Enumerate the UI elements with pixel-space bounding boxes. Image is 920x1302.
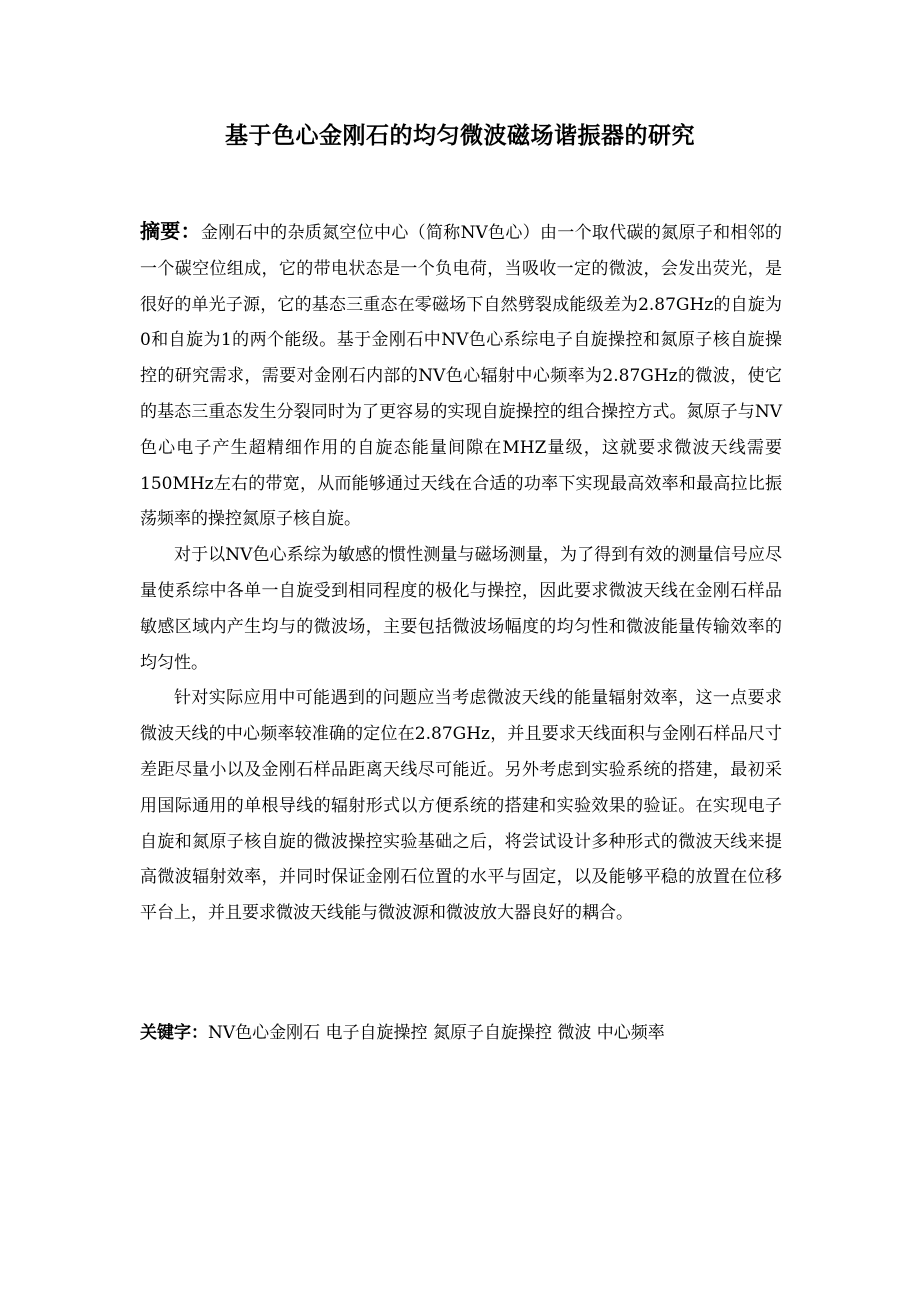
abstract-paragraph-3: 针对实际应用中可能遇到的问题应当考虑微波天线的能量辐射效率，这一点要求微波天线的中心频率较准确的定位在2.87GHz，并且要求天线面积与金刚石样品尺寸差距尽量小以及金刚石样品距离天线尽可能近。另外考虑到实验系统的搭建，最初采用国际通用的单根导线的辐射形式以方便系统的搭建和实验效果的验证。在实现电子自旋和氮原子核自旋的微波操控实验基础之后，将尝试设计多种形式的微波天线来提高微波辐射效率，并同时保证金刚石位置的水平与固定，以及能够平稳的放置在位移平台上，并且要求微波天线能与微波源和微波放大器良好的耦合。: [140, 688, 782, 924]
keywords-label: 关键字：: [140, 1023, 208, 1043]
keywords-section: [140, 1018, 782, 1048]
abstract-paragraph-1-text: 金刚石中的杂质氮空位中心（简称NV色心）由一个取代碳的氮原子和相邻的一个碳空位组成，它的带电状态是一个负电荷，当吸收一定的微波，会发出荧光，是很好的单光子源，它的基态三重态在零磁场下自然劈裂成能级差为2.87GHz的自旋为0和自旋为1的两个能级。基于金刚石中NV色心系综电子自旋操控和氮原子核自旋操控的研究需求，需要对金刚石内部的NV色心辐射中心频率为2.87GHz的微波，使它的基态三重态发生分裂同时为了更容易的实现自旋操控的组合操控方式。氮原子与NV色心电子产生超精细作用的自旋态能量间隙在MHZ量级，这就要求微波天线需要150MHz左右的带宽，从而能够通过天线在合适的功率下实现最高效率和最高拉比振荡频率的操控氮原子核自旋。: [140, 223, 783, 530]
document-title: 基于色心金刚石的均匀微波磁场谐振器的研究: [225, 123, 695, 149]
abstract-paragraph-2: 对于以NV色心系综为敏感的惯性测量与磁场测量，为了得到有效的测量信号应尽量使系综中各单一自旋受到相同程度的极化与操控，因此要求微波天线在金刚石样品敏感区域内产生均与的微波场，主要包括微波场幅度的均匀性和微波能量传输效率的均匀性。: [140, 545, 782, 673]
keywords-text: NV色心金刚石 电子自旋操控 氮原子自旋操控 微波 中心频率: [208, 1023, 665, 1043]
abstract-section: [140, 214, 782, 932]
abstract-paragraph-1: [140, 214, 782, 538]
abstract-label: 摘要：: [140, 219, 201, 243]
